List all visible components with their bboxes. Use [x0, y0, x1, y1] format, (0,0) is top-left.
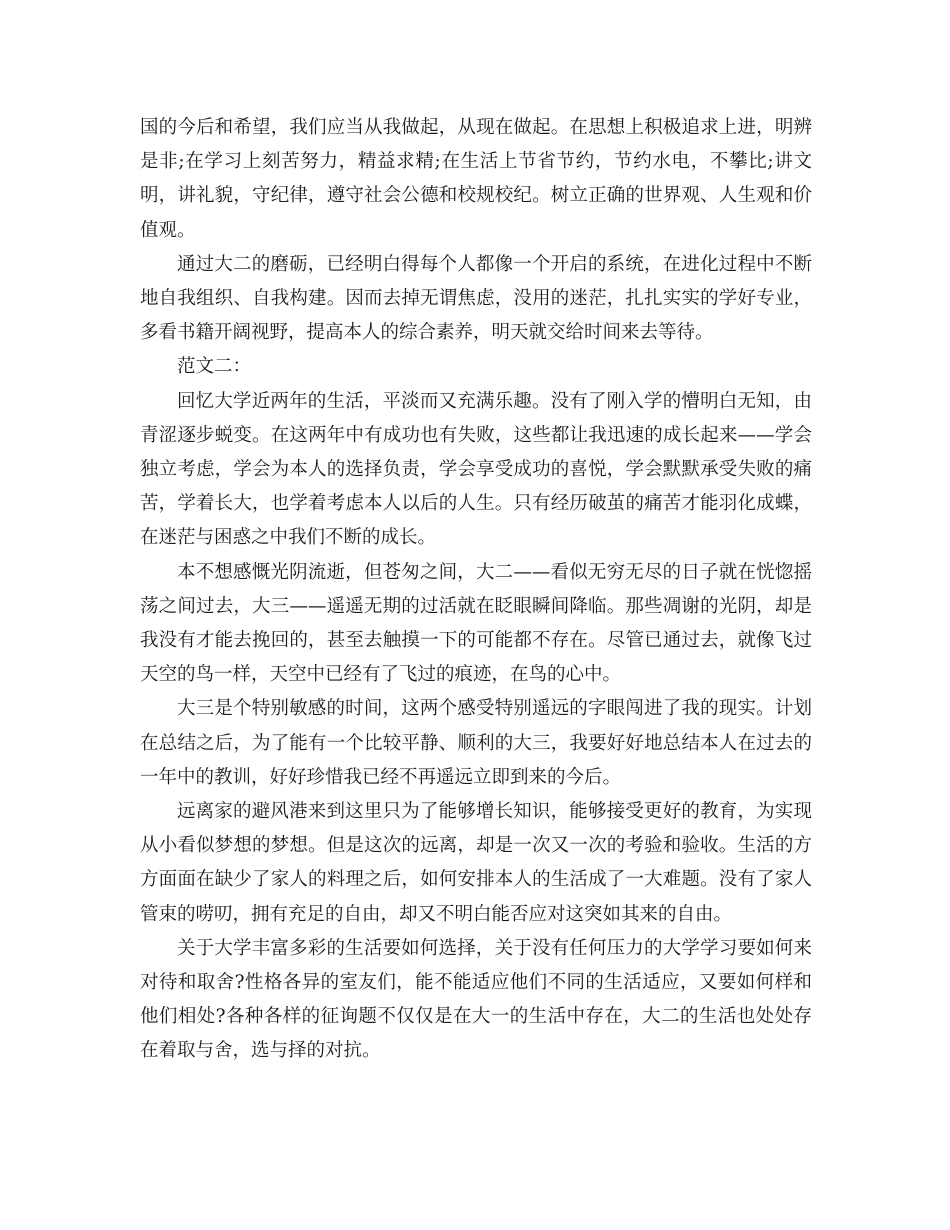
paragraph: 关于大学丰富多彩的生活要如何选择，关于没有任何压力的大学学习要如何来对待和取舍?性格各异的室友们，能不能适应他们不同的生活适应，又要如何样和他们相处?各种各样的征询题不仅仅是在大一的生活中存在，大二的生活也处处存在着取与舍，选与择的对抗。: [140, 937, 812, 1062]
section-heading: 范文二：: [177, 356, 252, 378]
paragraph: 回忆大学近两年的生活，平淡而又充满乐趣。没有了刚入学的懵明白无知，由青涩逐步蜕变。在这两年中有成功也有失败，这些都让我迅速的成长起来——学会独立考虑，学会为本人的选择负责，学会享受成功的喜悦，学会默默承受失败的痛苦，学着长大，也学着考虑本人以后的人生。只有经历破茧的痛苦才能羽化成蝶，在迷茫与困惑之中我们不断的成长。: [140, 390, 812, 549]
paragraph: 大三是个特别敏感的时间，这两个感受特别遥远的字眼闯进了我的现实。计划在总结之后，为了能有一个比较平静、顺利的大三，我要好好地总结本人在过去的一年中的教训，好好珍惜我已经不再遥远立即到来的今后。: [140, 698, 812, 788]
paragraph: 本不想感慨光阴流逝，但苍匆之间，大二——看似无穷无尽的日子就在恍惚摇荡之间过去，大三——遥遥无期的过活就在眨眼瞬间降临。那些凋谢的光阴，却是我没有才能去挽回的，甚至去触摸一下的可能都不存在。尽管已通过去，就像飞过天空的鸟一样，天空中已经有了飞过的痕迹，在鸟的心中。: [140, 561, 812, 686]
paragraph: 通过大二的磨砺，已经明白得每个人都像一个开启的系统，在进化过程中不断地自我组织、自我构建。因而去掉无谓焦虑，没用的迷茫，扎扎实实的学好专业，多看书籍开阔视野，提高本人的综合素养，明天就交给时间来去等待。: [140, 253, 812, 344]
document-body: [140, 111, 812, 1069]
paragraph: 远离家的避风港来到这里只为了能够增长知识，能够接受更好的教育，为实现从小看似梦想的梦想。但是这次的远离，却是一次又一次的考验和验收。生活的方方面面在缺少了家人的料理之后，如何安排本人的生活成了一大难题。没有了家人管束的唠叨，拥有充足的自由，却又不明白能否应对这突如其来的自由。: [140, 801, 812, 925]
paragraph-continuation: 国的今后和希望，我们应当从我做起，从现在做起。在思想上积极追求上进，明辨是非;在学习上刻苦努力，精益求精;在生活上节省节约，节约水电，不攀比;讲文明，讲礼貌，守纪律，遵守社会公德和校规校纪。树立正确的世界观、人生观和价值观。: [140, 117, 812, 241]
